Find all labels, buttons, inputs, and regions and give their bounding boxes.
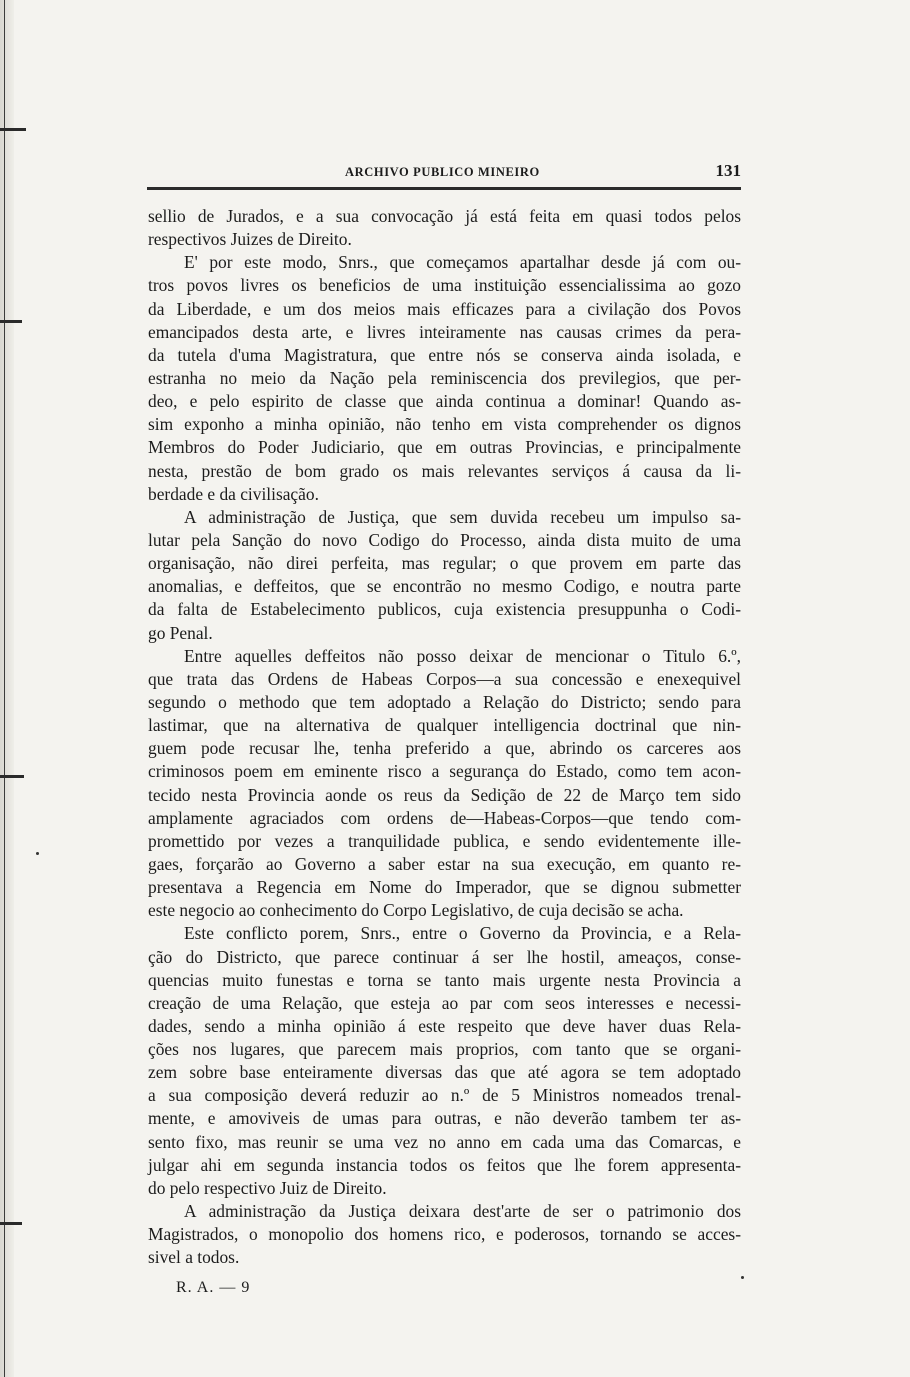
binding-mark xyxy=(0,128,26,131)
text-line: da falta de Estabelecimento publicos, cuja existencia presuppunha o Codi- xyxy=(148,599,741,620)
text-line: organisação, não direi perfeita, mas regular; o que provem em parte das xyxy=(148,553,741,574)
text-line: gaes, forçarão ao Governo a saber estar na sua execução, em quanto re- xyxy=(148,853,741,874)
text-line: tecido nesta Provincia aonde os reus da Sedição de 22 de Março tem sido xyxy=(148,784,741,805)
text-line: A administração de Justiça, que sem duvida recebeu um impulso sa- xyxy=(184,506,741,527)
text-line: dades, sendo a minha opinião á este respeito que deve haver duas Rela- xyxy=(148,1015,741,1036)
binding-mark xyxy=(0,775,24,778)
text-line: go Penal. xyxy=(148,622,213,643)
text-line: este negocio ao conhecimento do Corpo Legislativo, de cuja decisão se acha. xyxy=(148,900,684,921)
text-line: E' por este modo, Snrs., que começamos apartalhar desde já com ou- xyxy=(184,252,741,273)
text-line: nesta, prestão de bom grado os mais relevantes serviços á causa da li- xyxy=(148,460,741,481)
binding-mark xyxy=(0,320,22,323)
text-line: promettido por vezes a tranquilidade publica, e sendo evidentemente ille- xyxy=(148,830,741,851)
text-line: criminosos poem em eminente risco a segurança do Estado, como tem acon- xyxy=(148,761,741,782)
text-line: julgar ahi em segunda instancia todos os feitos que lhe forem appresenta- xyxy=(148,1154,741,1175)
text-line: ções nos lugares, que parecem mais proprios, com tanto que se organi- xyxy=(148,1039,741,1060)
text-line: mente, e amoviveis de umas para outras, e não deverão tambem ter as- xyxy=(148,1108,741,1129)
text-line: amplamente agraciados com ordens de—Habeas-Corpos—que tendo com- xyxy=(148,807,741,828)
binding-line xyxy=(4,0,5,1377)
body-text xyxy=(148,205,741,1269)
text-line: ção do Districto, que parece continuar á ser lhe hostil, ameaços, conse- xyxy=(148,946,741,967)
text-line: creação de uma Relação, que esteja ao par com seos interesses e necessi- xyxy=(148,992,741,1013)
text-line: emancipados desta arte, e livres inteiramente nas causas crimes da pera- xyxy=(148,321,741,342)
text-line: que trata das Ordens de Habeas Corpos—a sua concessão e enexequivel xyxy=(148,668,741,689)
text-line: quencias muito funestas e torna se tanto mais urgente nesta Provincia a xyxy=(148,969,741,990)
text-line: sento fixo, mas reunir se uma vez no anno em cada uma das Comarcas, e xyxy=(148,1131,741,1152)
text-line: Magistrados, o monopolio dos homens rico, e poderosos, tornando se acces- xyxy=(148,1224,741,1245)
text-line: sivel a todos. xyxy=(148,1247,240,1268)
text-line: estranha no meio da Nação pela reminiscencia dos previlegios, que per- xyxy=(148,367,741,388)
text-line: segundo o methodo que tem adoptado a Relação do Districto; sendo para xyxy=(148,691,741,712)
text-line: respectivos Juizes de Direito. xyxy=(148,229,352,250)
text-line: da tutela d'uma Magistratura, que entre nós se conserva ainda isolada, e xyxy=(148,344,741,365)
text-line: A administração da Justiça deixara dest'arte de ser o patrimonio dos xyxy=(184,1201,741,1222)
text-line: da Liberdade, e um dos meios mais efficazes para a civilação dos Povos xyxy=(148,298,741,319)
text-line: lutar pela Sanção do novo Codigo do Processo, ainda dista muito de uma xyxy=(148,529,741,550)
ink-speck xyxy=(741,1276,744,1279)
header-rule xyxy=(147,187,741,190)
text-line: a sua composição deverá reduzir ao n.º de 5 Ministros nomeados trenal- xyxy=(148,1085,741,1106)
text-line: sellio de Jurados, e a sua convocação já está feita em quasi todos pelos xyxy=(148,206,741,226)
text-line: do pelo respectivo Juiz de Direito. xyxy=(148,1177,387,1198)
ink-speck xyxy=(36,852,39,855)
text-line: presentava a Regencia em Nome do Imperador, que se dignou submetter xyxy=(148,877,741,898)
page-number: 131 xyxy=(715,161,741,180)
text-line: guem pode recusar lhe, tenha preferido a que, abrindo os carceres aos xyxy=(148,738,741,759)
text-line: sim exponho a minha opinião, não tenho em vista comprehender os dignos xyxy=(148,414,741,435)
binding-edge xyxy=(0,0,14,1377)
text-line: tros povos livres os beneficios de uma instituição essencialissima ao gozo xyxy=(148,275,741,296)
text-line: zem sobre base enteiramente diversas das que até agora se tem adoptado xyxy=(148,1062,741,1083)
text-line: Este conflicto porem, Snrs., entre o Governo da Provincia, e a Rela- xyxy=(184,923,741,944)
text-line: berdade e da civilisação. xyxy=(148,483,319,504)
page-header xyxy=(145,160,741,190)
text-line: Membros do Poder Judiciario, que em outras Provincias, e principalmente xyxy=(148,437,741,458)
binding-mark xyxy=(0,1222,22,1225)
text-line: deo, e pelo espirito de classe que ainda continua a dominar! Quando as- xyxy=(148,391,741,412)
text-line: lastimar, que na alternativa de qualquer intelligencia doctrinal que nin- xyxy=(148,715,741,736)
running-head: ARCHIVO PUBLICO MINEIRO xyxy=(345,165,540,179)
text-line: anomalias, e deffeitos, que se encontrão no mesmo Codigo, e noutra parte xyxy=(148,576,741,597)
text-line: Entre aquelles deffeitos não posso deixar de mencionar o Titulo 6.º, xyxy=(184,645,741,666)
signature-note: R. A. — 9 xyxy=(176,1279,251,1296)
